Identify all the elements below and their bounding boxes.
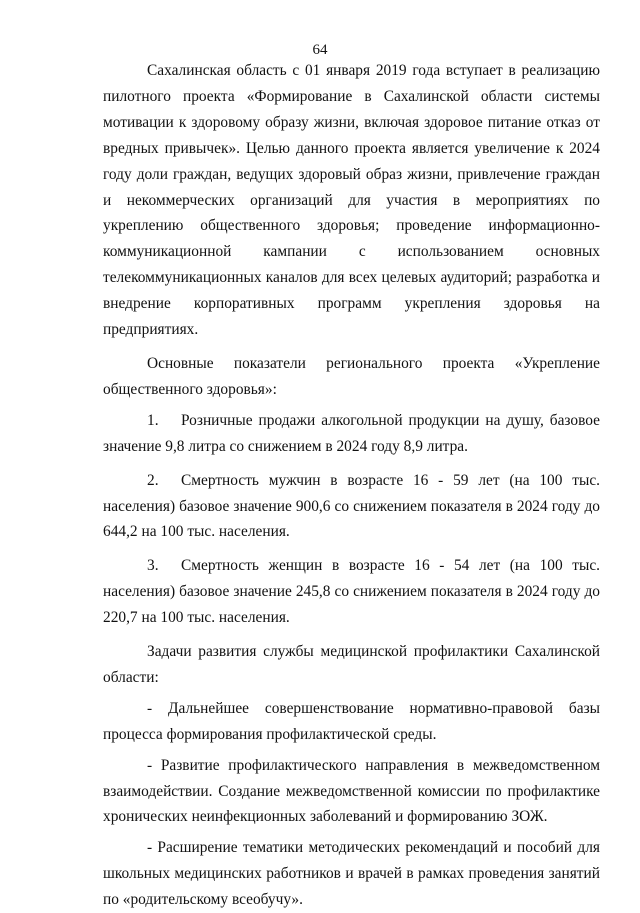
tasks-heading-paragraph: Задачи развития службы медицинской профилактики Сахалинской области: (103, 643, 600, 686)
intro-paragraph: Сахалинская область с 01 января 2019 года вступает в реализацию пилотного проекта «Формирование в Сахалинской области системы мотивации к здоровому образу жизни, включая здоровое питание отказ от вредных привычек». Целью данного проекта является увеличение к 2024 году доли граждан, ведущих здоровый образ жизни, привлечение граждан и некоммерческих организаций для участия в мероприятиях по укреплению общественного здоровья; проведение информационно-коммуникационной кампании с использованием основных телекоммуникационных каналов для всех целевых аудиторий; разработка и внедрение корпоративных программ укрепления здоровья на предприятиях. (103, 62, 600, 339)
task-item-1: - Дальнейшее совершенствование нормативно-правовой базы процесса формирования профилактической среды. (103, 699, 600, 743)
indicator-item-3 (103, 553, 600, 631)
list-item-text: Розничные продажи алкогольной продукции на душу, базовое значение 9,8 литра со снижением в 2024 году 8,9 литра. (103, 411, 600, 455)
list-item-text: Смертность женщин в возрасте 16 - 54 лет (на 100 тыс. населения) базовое значение 245,8 со снижением показателя в 2024 году до 220,7 на 100 тыс. населения. (103, 557, 600, 627)
list-item-text: Смертность мужчин в возрасте 16 - 59 лет (на 100 тыс. населения) базовое значение 900,6 со снижением показателя в 2024 году до 644,2 на 100 тыс. населения. (103, 471, 600, 541)
list-number: 2. (147, 471, 159, 489)
indicator-item-2 (103, 468, 600, 546)
list-number: 1. (147, 411, 159, 429)
page-number: 64 (312, 42, 328, 58)
document-body (103, 58, 600, 913)
task-item-2: - Развитие профилактического направления в межведомственном взаимодействии. Создание межведомственной комиссии по профилактике хронических неинфекционных заболеваний и формированию ЗОЖ. (103, 756, 600, 826)
list-number: 3. (147, 557, 159, 575)
task-item-3: - Расширение тематики методических рекомендаций и пособий для школьных медицинских работников и врачей в рамках проведения занятий по «родительскому всеобучу». (103, 839, 600, 909)
indicator-item-1 (103, 408, 600, 460)
indicators-heading-paragraph: Основные показатели регионального проекта «Укрепление общественного здоровья»: (103, 354, 600, 398)
